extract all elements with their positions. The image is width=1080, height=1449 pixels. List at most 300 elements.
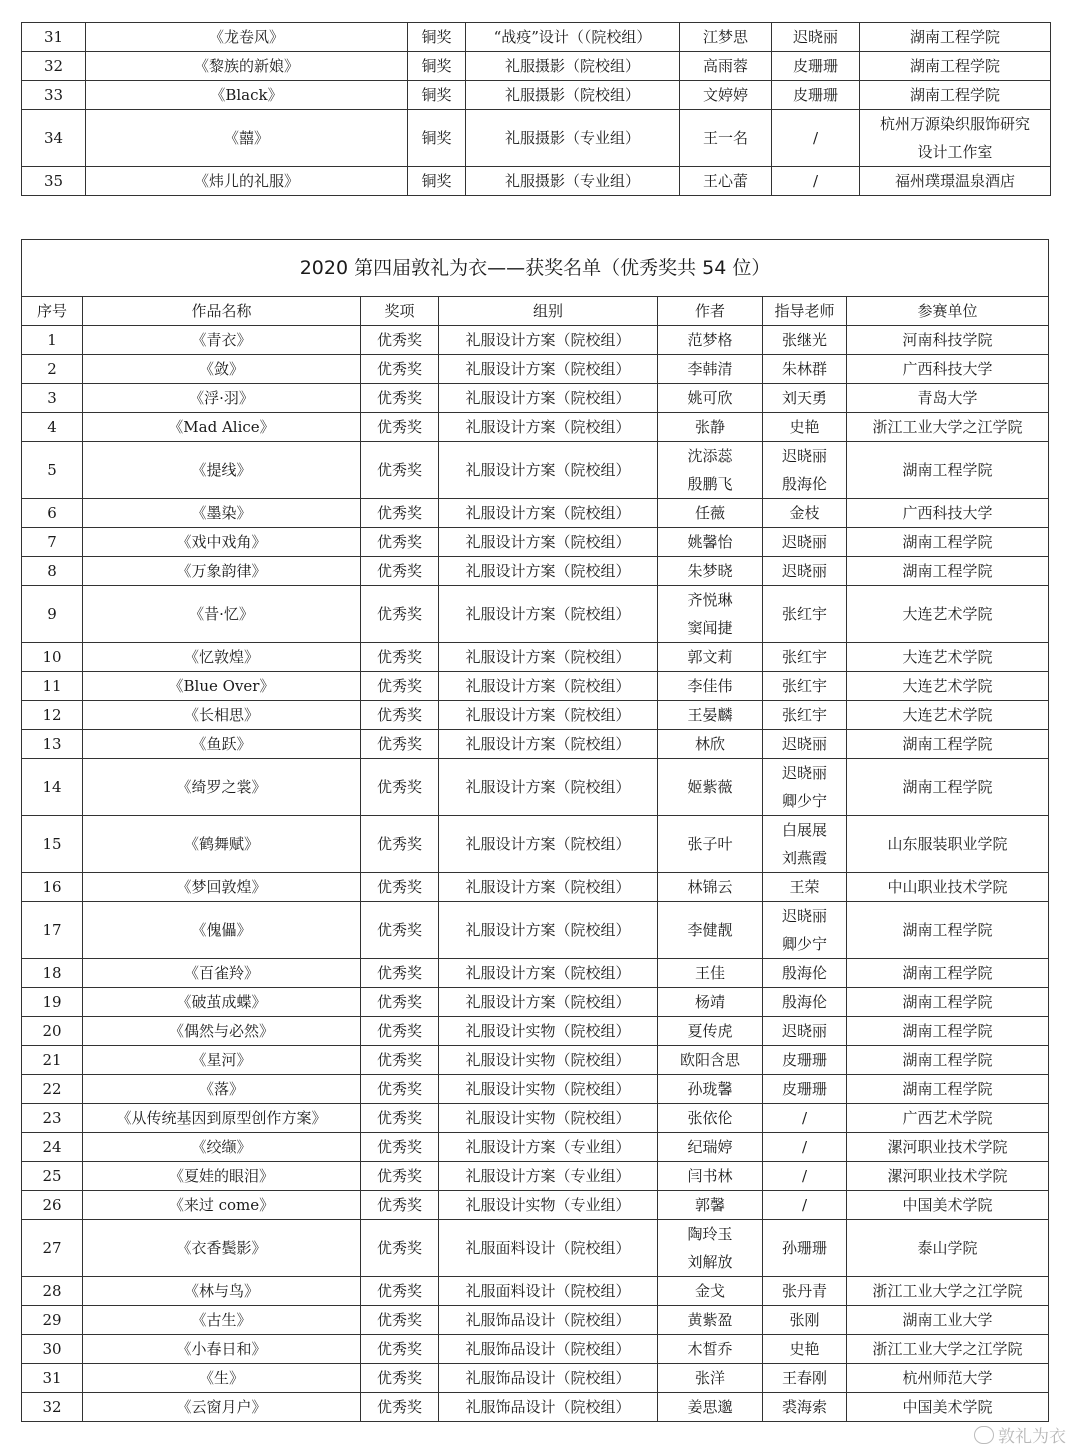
cell-teacher	[763, 442, 847, 499]
cell-name: 《Mad Alice》	[83, 413, 361, 442]
cell-no: 27	[22, 1220, 83, 1277]
cell-author: 江梦思	[680, 23, 772, 52]
cell-group: 礼服饰品设计（院校组）	[439, 1364, 658, 1393]
cell-name: 《星河》	[83, 1046, 361, 1075]
cell-teacher: /	[763, 1133, 847, 1162]
cell-no: 19	[22, 988, 83, 1017]
cell-group: 礼服摄影（院校组）	[466, 81, 680, 110]
cell-author: 李韩清	[658, 355, 763, 384]
cell-award: 优秀奖	[361, 1191, 439, 1220]
cell-no: 3	[22, 384, 83, 413]
cell-no: 34	[22, 110, 86, 167]
cell-group: 礼服设计实物（专业组）	[439, 1191, 658, 1220]
cell-award: 优秀奖	[361, 413, 439, 442]
cell-unit: 湖南工程学院	[847, 759, 1049, 816]
cell-unit: 湖南工程学院	[847, 988, 1049, 1017]
cell-group: 礼服设计实物（院校组）	[439, 1017, 658, 1046]
cell-teacher: 殷海伦	[763, 988, 847, 1017]
wechat-icon	[974, 1426, 994, 1444]
cell-author: 姜思邈	[658, 1393, 763, 1422]
header-award: 奖项	[361, 297, 439, 326]
table-row	[22, 816, 1049, 873]
cell-award: 优秀奖	[361, 701, 439, 730]
cell-author: 林欣	[658, 730, 763, 759]
cell-no: 30	[22, 1335, 83, 1364]
watermark-text: 敦礼为衣	[998, 1427, 1066, 1447]
cell-no: 7	[22, 528, 83, 557]
cell-line: 殷鹏飞	[687, 475, 733, 493]
cell-no: 33	[22, 81, 86, 110]
cell-group: 礼服设计方案（院校组）	[439, 902, 658, 959]
cell-name: 《落》	[83, 1075, 361, 1104]
table-row	[22, 988, 1049, 1017]
cell-author: 张依伦	[658, 1104, 763, 1133]
cell-group: 礼服面料设计（院校组）	[439, 1277, 658, 1306]
cell-author: 范梦格	[658, 326, 763, 355]
cell-teacher: 张红宇	[763, 672, 847, 701]
cell-line: 窦闻捷	[687, 619, 733, 637]
cell-unit: 大连艺术学院	[847, 672, 1049, 701]
cell-unit	[860, 110, 1051, 167]
cell-award: 优秀奖	[361, 586, 439, 643]
cell-award: 优秀奖	[361, 1277, 439, 1306]
bronze-award-table	[21, 22, 1051, 196]
cell-author: 闫书林	[658, 1162, 763, 1191]
table-row	[22, 759, 1049, 816]
cell-unit: 湖南工程学院	[847, 1046, 1049, 1075]
cell-author: 李佳伟	[658, 672, 763, 701]
cell-no: 6	[22, 499, 83, 528]
cell-line: 刘解放	[687, 1253, 733, 1271]
cell-award: 优秀奖	[361, 1306, 439, 1335]
cell-name: 《黎族的新娘》	[86, 52, 408, 81]
table-row	[22, 643, 1049, 672]
cell-line: 齐悦琳	[687, 591, 733, 609]
cell-name: 《浮·羽》	[83, 384, 361, 413]
table-row	[22, 1017, 1049, 1046]
table-row	[22, 873, 1049, 902]
cell-unit: 中山职业技术学院	[847, 873, 1049, 902]
cell-name: 《昔·忆》	[83, 586, 361, 643]
cell-award: 铜奖	[408, 52, 466, 81]
cell-unit: 泰山学院	[847, 1220, 1049, 1277]
cell-award: 优秀奖	[361, 1017, 439, 1046]
cell-unit: 湖南工程学院	[847, 557, 1049, 586]
cell-unit: 河南科技学院	[847, 326, 1049, 355]
cell-teacher: /	[772, 167, 860, 196]
cell-name: 《破茧成蝶》	[83, 988, 361, 1017]
table-row	[22, 701, 1049, 730]
cell-name: 《囍》	[86, 110, 408, 167]
cell-group: 礼服设计方案（院校组）	[439, 730, 658, 759]
cell-author: 王晏麟	[658, 701, 763, 730]
table-row	[22, 1104, 1049, 1133]
cell-teacher: 皮珊珊	[772, 52, 860, 81]
table-row	[22, 557, 1049, 586]
cell-teacher: 迟晓丽	[763, 730, 847, 759]
cell-unit: 青岛大学	[847, 384, 1049, 413]
cell-group: 礼服饰品设计（院校组）	[439, 1335, 658, 1364]
cell-teacher	[763, 759, 847, 816]
cell-group: 礼服摄影（院校组）	[466, 52, 680, 81]
cell-teacher	[763, 816, 847, 873]
cell-unit: 湖南工程学院	[847, 528, 1049, 557]
cell-author: 郭文莉	[658, 643, 763, 672]
cell-line: 陶玲玉	[687, 1225, 733, 1243]
table-row	[22, 902, 1049, 959]
cell-group: 礼服设计实物（院校组）	[439, 1104, 658, 1133]
cell-author: 张子叶	[658, 816, 763, 873]
cell-award: 优秀奖	[361, 1364, 439, 1393]
table-row	[22, 1046, 1049, 1075]
cell-award: 优秀奖	[361, 1104, 439, 1133]
cell-unit: 浙江工业大学之江学院	[847, 1277, 1049, 1306]
cell-author: 孙珑馨	[658, 1075, 763, 1104]
table-row	[22, 52, 1051, 81]
cell-teacher	[763, 902, 847, 959]
cell-teacher: 迟晓丽	[763, 528, 847, 557]
cell-author: 王心蕾	[680, 167, 772, 196]
cell-author: 金戈	[658, 1277, 763, 1306]
cell-award: 铜奖	[408, 81, 466, 110]
table-row	[22, 23, 1051, 52]
cell-no: 26	[22, 1191, 83, 1220]
cell-teacher: 皮珊珊	[763, 1075, 847, 1104]
cell-no: 4	[22, 413, 83, 442]
cell-teacher: 张红宇	[763, 701, 847, 730]
header-group: 组别	[439, 297, 658, 326]
header-teacher: 指导老师	[763, 297, 847, 326]
cell-award: 优秀奖	[361, 1220, 439, 1277]
cell-line: 设计工作室	[917, 143, 993, 161]
cell-author: 夏传虎	[658, 1017, 763, 1046]
cell-award: 优秀奖	[361, 1075, 439, 1104]
cell-group: 礼服面料设计（院校组）	[439, 1220, 658, 1277]
cell-group: 礼服设计方案（院校组）	[439, 528, 658, 557]
cell-no: 8	[22, 557, 83, 586]
cell-group: 礼服摄影（专业组）	[466, 167, 680, 196]
cell-line: 卿少宁	[781, 935, 827, 953]
cell-name: 《古生》	[83, 1306, 361, 1335]
table-row	[22, 1335, 1049, 1364]
table-row	[22, 442, 1049, 499]
cell-unit: 湖南工业大学	[847, 1306, 1049, 1335]
cell-author: 林锦云	[658, 873, 763, 902]
cell-author: 张静	[658, 413, 763, 442]
table-header-row	[22, 297, 1049, 326]
cell-name: 《戏中戏角》	[83, 528, 361, 557]
cell-no: 1	[22, 326, 83, 355]
cell-award: 优秀奖	[361, 557, 439, 586]
cell-author	[658, 586, 763, 643]
cell-no: 35	[22, 167, 86, 196]
cell-teacher: 刘天勇	[763, 384, 847, 413]
table-row	[22, 959, 1049, 988]
cell-award: 优秀奖	[361, 902, 439, 959]
cell-author: 姚可欣	[658, 384, 763, 413]
cell-teacher: /	[763, 1162, 847, 1191]
cell-name: 《偶然与必然》	[83, 1017, 361, 1046]
cell-no: 14	[22, 759, 83, 816]
cell-no: 10	[22, 643, 83, 672]
cell-no: 28	[22, 1277, 83, 1306]
cell-name: 《龙卷风》	[86, 23, 408, 52]
table-row	[22, 326, 1049, 355]
cell-unit: 大连艺术学院	[847, 701, 1049, 730]
cell-no: 15	[22, 816, 83, 873]
table-row	[22, 1277, 1049, 1306]
cell-teacher: /	[772, 110, 860, 167]
cell-no: 24	[22, 1133, 83, 1162]
cell-teacher: 张红宇	[763, 643, 847, 672]
cell-no: 17	[22, 902, 83, 959]
cell-author	[658, 442, 763, 499]
cell-line: 迟晓丽	[781, 447, 827, 465]
table-row	[22, 1133, 1049, 1162]
cell-line: 卿少宁	[781, 792, 827, 810]
cell-group: 礼服设计方案（院校组）	[439, 759, 658, 816]
cell-no: 31	[22, 23, 86, 52]
cell-unit: 中国美术学院	[847, 1393, 1049, 1422]
cell-author: 张洋	[658, 1364, 763, 1393]
cell-award: 优秀奖	[361, 326, 439, 355]
cell-name: 《青衣》	[83, 326, 361, 355]
cell-author: 纪瑞婷	[658, 1133, 763, 1162]
cell-author: 王一名	[680, 110, 772, 167]
table-row	[22, 1191, 1049, 1220]
cell-unit: 湖南工程学院	[847, 442, 1049, 499]
table-row	[22, 1364, 1049, 1393]
cell-name: 《从传统基因到原型创作方案》	[83, 1104, 361, 1133]
cell-unit: 广西科技大学	[847, 499, 1049, 528]
cell-author	[658, 1220, 763, 1277]
cell-unit: 杭州师范大学	[847, 1364, 1049, 1393]
table-row	[22, 1075, 1049, 1104]
cell-no: 21	[22, 1046, 83, 1075]
table-row	[22, 355, 1049, 384]
cell-unit: 大连艺术学院	[847, 586, 1049, 643]
cell-unit: 湖南工程学院	[860, 52, 1051, 81]
cell-no: 22	[22, 1075, 83, 1104]
cell-author: 杨靖	[658, 988, 763, 1017]
table-row	[22, 672, 1049, 701]
table-row	[22, 81, 1051, 110]
header-author: 作者	[658, 297, 763, 326]
cell-name: 《绞缬》	[83, 1133, 361, 1162]
excellence-award-table	[21, 239, 1049, 1422]
cell-award: 优秀奖	[361, 1393, 439, 1422]
cell-name: 《鹤舞赋》	[83, 816, 361, 873]
cell-unit: 大连艺术学院	[847, 643, 1049, 672]
cell-award: 优秀奖	[361, 643, 439, 672]
cell-group: 礼服饰品设计（院校组）	[439, 1393, 658, 1422]
cell-teacher: 皮珊珊	[763, 1046, 847, 1075]
cell-group: 礼服设计方案（院校组）	[439, 643, 658, 672]
cell-teacher: /	[763, 1104, 847, 1133]
cell-no: 12	[22, 701, 83, 730]
cell-author: 姬紫薇	[658, 759, 763, 816]
cell-teacher: 殷海伦	[763, 959, 847, 988]
table-caption: 2020 第四届敦礼为衣——获奖名单（优秀奖共 54 位）	[22, 240, 1049, 297]
cell-unit: 广西艺术学院	[847, 1104, 1049, 1133]
cell-award: 优秀奖	[361, 528, 439, 557]
cell-group: 礼服设计方案（专业组）	[439, 1162, 658, 1191]
cell-group: 礼服设计方案（院校组）	[439, 672, 658, 701]
cell-no: 20	[22, 1017, 83, 1046]
cell-award: 优秀奖	[361, 730, 439, 759]
cell-no: 25	[22, 1162, 83, 1191]
watermark	[974, 1422, 1066, 1447]
cell-name: 《梦回敦煌》	[83, 873, 361, 902]
cell-award: 铜奖	[408, 23, 466, 52]
cell-name: 《提线》	[83, 442, 361, 499]
cell-group: 礼服设计方案（院校组）	[439, 442, 658, 499]
cell-teacher: 迟晓丽	[763, 557, 847, 586]
cell-group: 礼服设计方案（院校组）	[439, 701, 658, 730]
cell-unit: 福州璞璟温泉酒店	[860, 167, 1051, 196]
table-row	[22, 384, 1049, 413]
cell-group: “战疫”设计（（院校组）	[466, 23, 680, 52]
cell-teacher: 史艳	[763, 1335, 847, 1364]
cell-unit: 中国美术学院	[847, 1191, 1049, 1220]
cell-name: 《百雀羚》	[83, 959, 361, 988]
cell-line: 迟晓丽	[781, 764, 827, 782]
table-row	[22, 110, 1051, 167]
cell-author: 文婷婷	[680, 81, 772, 110]
cell-award: 铜奖	[408, 110, 466, 167]
cell-group: 礼服设计方案（院校组）	[439, 988, 658, 1017]
table-row	[22, 586, 1049, 643]
cell-name: 《傀儡》	[83, 902, 361, 959]
cell-unit: 湖南工程学院	[847, 959, 1049, 988]
cell-name: 《炜儿的礼服》	[86, 167, 408, 196]
cell-no: 29	[22, 1306, 83, 1335]
cell-award: 优秀奖	[361, 1162, 439, 1191]
cell-author: 任薇	[658, 499, 763, 528]
cell-award: 优秀奖	[361, 384, 439, 413]
cell-name: 《敛》	[83, 355, 361, 384]
table-row	[22, 499, 1049, 528]
cell-author: 王佳	[658, 959, 763, 988]
cell-award: 优秀奖	[361, 1046, 439, 1075]
cell-award: 优秀奖	[361, 816, 439, 873]
cell-name: 《万象韵律》	[83, 557, 361, 586]
cell-award: 优秀奖	[361, 442, 439, 499]
cell-group: 礼服设计实物（院校组）	[439, 1046, 658, 1075]
cell-name: 《墨染》	[83, 499, 361, 528]
cell-name: 《云窗月户》	[83, 1393, 361, 1422]
cell-teacher: 金枝	[763, 499, 847, 528]
cell-author: 李健靓	[658, 902, 763, 959]
cell-award: 优秀奖	[361, 1133, 439, 1162]
cell-name: 《Black》	[86, 81, 408, 110]
cell-award: 优秀奖	[361, 988, 439, 1017]
cell-group: 礼服设计方案（院校组）	[439, 355, 658, 384]
cell-author: 朱梦晓	[658, 557, 763, 586]
cell-line: 殷海伦	[781, 475, 827, 493]
cell-group: 礼服设计方案（院校组）	[439, 586, 658, 643]
cell-name: 《忆敦煌》	[83, 643, 361, 672]
cell-no: 11	[22, 672, 83, 701]
cell-no: 13	[22, 730, 83, 759]
table-row	[22, 1393, 1049, 1422]
cell-group: 礼服设计实物（院校组）	[439, 1075, 658, 1104]
table-row	[22, 730, 1049, 759]
table-row	[22, 1162, 1049, 1191]
cell-name: 《Blue Over》	[83, 672, 361, 701]
cell-award: 铜奖	[408, 167, 466, 196]
cell-author: 黄紫盈	[658, 1306, 763, 1335]
cell-name: 《来过 come》	[83, 1191, 361, 1220]
cell-line: 白展展	[781, 821, 827, 839]
cell-group: 礼服设计方案（院校组）	[439, 413, 658, 442]
cell-name: 《衣香鬓影》	[83, 1220, 361, 1277]
table-row	[22, 1306, 1049, 1335]
header-no: 序号	[22, 297, 83, 326]
cell-name: 《鱼跃》	[83, 730, 361, 759]
cell-author: 木皙乔	[658, 1335, 763, 1364]
cell-award: 优秀奖	[361, 672, 439, 701]
cell-unit: 广西科技大学	[847, 355, 1049, 384]
cell-unit: 浙江工业大学之江学院	[847, 413, 1049, 442]
cell-line: 杭州万源染织服饰研究	[879, 115, 1030, 133]
cell-author: 郭馨	[658, 1191, 763, 1220]
cell-group: 礼服摄影（专业组）	[466, 110, 680, 167]
cell-no: 23	[22, 1104, 83, 1133]
cell-unit: 浙江工业大学之江学院	[847, 1335, 1049, 1364]
cell-line: 刘燕霞	[781, 849, 827, 867]
cell-teacher: 迟晓丽	[763, 1017, 847, 1046]
header-unit: 参赛单位	[847, 297, 1049, 326]
cell-unit: 湖南工程学院	[847, 1075, 1049, 1104]
cell-award: 优秀奖	[361, 959, 439, 988]
cell-unit: 漯河职业技术学院	[847, 1162, 1049, 1191]
cell-no: 9	[22, 586, 83, 643]
cell-unit: 湖南工程学院	[860, 81, 1051, 110]
cell-teacher: 皮珊珊	[772, 81, 860, 110]
cell-name: 《绮罗之裳》	[83, 759, 361, 816]
cell-group: 礼服设计方案（院校组）	[439, 873, 658, 902]
cell-teacher: 王春刚	[763, 1364, 847, 1393]
cell-teacher: 朱林群	[763, 355, 847, 384]
cell-unit: 山东服装职业学院	[847, 816, 1049, 873]
cell-author: 高雨蓉	[680, 52, 772, 81]
header-name: 作品名称	[83, 297, 361, 326]
cell-group: 礼服设计方案（院校组）	[439, 557, 658, 586]
cell-award: 优秀奖	[361, 355, 439, 384]
cell-group: 礼服设计方案（院校组）	[439, 384, 658, 413]
cell-group: 礼服设计方案（院校组）	[439, 326, 658, 355]
cell-teacher: 裘海索	[763, 1393, 847, 1422]
cell-group: 礼服设计方案（院校组）	[439, 499, 658, 528]
cell-no: 32	[22, 1393, 83, 1422]
cell-award: 优秀奖	[361, 1335, 439, 1364]
cell-unit: 湖南工程学院	[847, 730, 1049, 759]
cell-no: 31	[22, 1364, 83, 1393]
cell-teacher: 张继光	[763, 326, 847, 355]
cell-teacher: /	[763, 1191, 847, 1220]
cell-no: 2	[22, 355, 83, 384]
cell-no: 5	[22, 442, 83, 499]
table-row	[22, 167, 1051, 196]
cell-author: 姚馨怡	[658, 528, 763, 557]
cell-unit: 漯河职业技术学院	[847, 1133, 1049, 1162]
cell-teacher: 史艳	[763, 413, 847, 442]
cell-no: 16	[22, 873, 83, 902]
cell-no: 32	[22, 52, 86, 81]
cell-teacher: 张丹青	[763, 1277, 847, 1306]
cell-line: 迟晓丽	[781, 907, 827, 925]
